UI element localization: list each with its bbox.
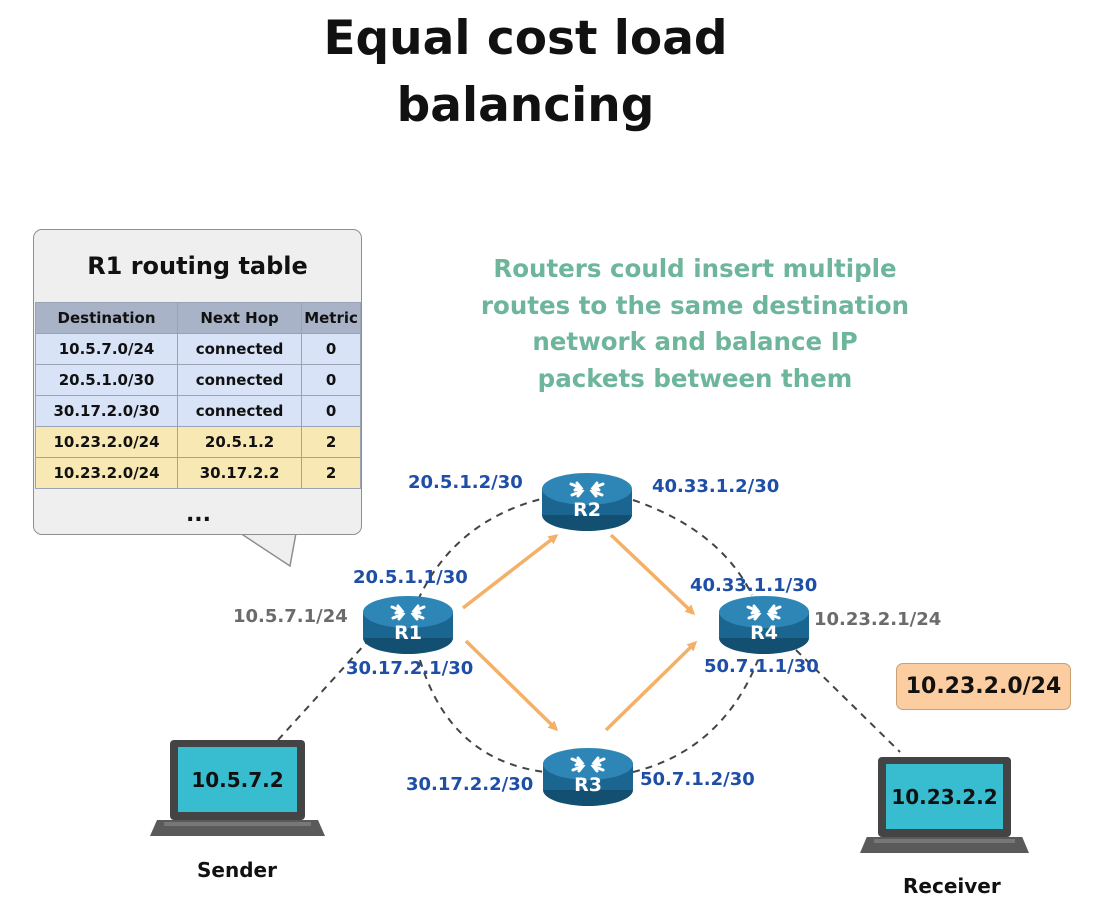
interface-label-r1-down: 30.17.2.1/30 [346, 658, 474, 679]
table-row [36, 365, 361, 396]
laptop-screen [170, 740, 305, 820]
cell-destination: 10.23.2.0/24 [36, 427, 178, 458]
interface-label-r3-left: 30.17.2.2/30 [406, 774, 534, 795]
callout-tail [238, 532, 318, 572]
sender-label: Sender [197, 858, 277, 882]
sender-ip: 10.5.7.2 [178, 747, 297, 812]
router-r3 [542, 746, 634, 808]
routing-table-header [36, 303, 361, 334]
arrow-r2-r4 [611, 535, 693, 613]
interface-label-r2-left: 20.5.1.2/30 [408, 472, 523, 493]
table-row [36, 458, 361, 489]
laptop-screen [878, 757, 1011, 837]
cell-next-hop: connected [178, 365, 302, 396]
receiver-laptop [878, 757, 1011, 857]
routing-table [35, 302, 361, 489]
page-title-line-1: Equal cost load [323, 11, 728, 66]
arrow-r3-r4 [606, 643, 695, 730]
interface-label-r3-right: 50.7.1.2/30 [640, 769, 755, 790]
cell-metric: 0 [302, 334, 361, 365]
router-name: R2 [573, 499, 601, 521]
router-r4 [718, 594, 810, 656]
cell-next-hop: connected [178, 396, 302, 427]
routing-table-title: R1 routing table [87, 252, 308, 280]
router-name: R3 [574, 774, 602, 796]
destination-network-badge: 10.23.2.0/24 [896, 663, 1071, 710]
cell-next-hop: connected [178, 334, 302, 365]
sender-laptop [170, 740, 305, 840]
cell-next-hop: 20.5.1.2 [178, 427, 302, 458]
note-line: routes to the same destination [480, 290, 910, 320]
table-row [36, 334, 361, 365]
interface-label-r1-left: 10.5.7.1/24 [233, 606, 348, 627]
router-r1 [362, 594, 454, 656]
page-title-line-2: balancing [396, 78, 655, 133]
cell-metric: 2 [302, 427, 361, 458]
cell-destination: 10.23.2.0/24 [36, 458, 178, 489]
column-header-next-hop: Next Hop [178, 303, 302, 334]
cell-destination: 10.5.7.0/24 [36, 334, 178, 365]
cell-metric: 0 [302, 396, 361, 427]
router-name: R1 [394, 622, 422, 644]
arrow-r1-r3 [466, 641, 556, 729]
note-line: network and balance IP [532, 327, 858, 356]
cell-metric: 0 [302, 365, 361, 396]
cell-metric: 2 [302, 458, 361, 489]
column-header-metric: Metric [302, 303, 361, 334]
cell-destination: 30.17.2.0/30 [36, 396, 178, 427]
column-header-destination: Destination [36, 303, 178, 334]
interface-label-r4-down: 50.7.1.1/30 [704, 656, 819, 677]
explanation-note [460, 251, 930, 397]
cell-next-hop: 30.17.2.2 [178, 458, 302, 489]
interface-label-r4-up: 40.33.1.1/30 [690, 575, 818, 596]
receiver-ip: 10.23.2.2 [886, 764, 1003, 829]
cell-destination: 20.5.1.0/30 [36, 365, 178, 396]
note-line: packets between them [537, 363, 853, 393]
router-name: R4 [750, 622, 778, 644]
routing-table-callout [33, 229, 362, 535]
arrow-r1-r2 [463, 536, 556, 608]
interface-label-r4-right: 10.23.2.1/24 [814, 609, 942, 630]
router-r2 [541, 471, 633, 533]
interface-label-r1-up: 20.5.1.1/30 [353, 567, 468, 588]
interface-label-r2-right: 40.33.1.2/30 [652, 476, 780, 497]
table-ellipsis: ... [185, 502, 212, 527]
note-line: Routers could insert multiple [493, 254, 897, 283]
table-row [36, 396, 361, 427]
receiver-label: Receiver [903, 874, 1001, 898]
table-row [36, 427, 361, 458]
